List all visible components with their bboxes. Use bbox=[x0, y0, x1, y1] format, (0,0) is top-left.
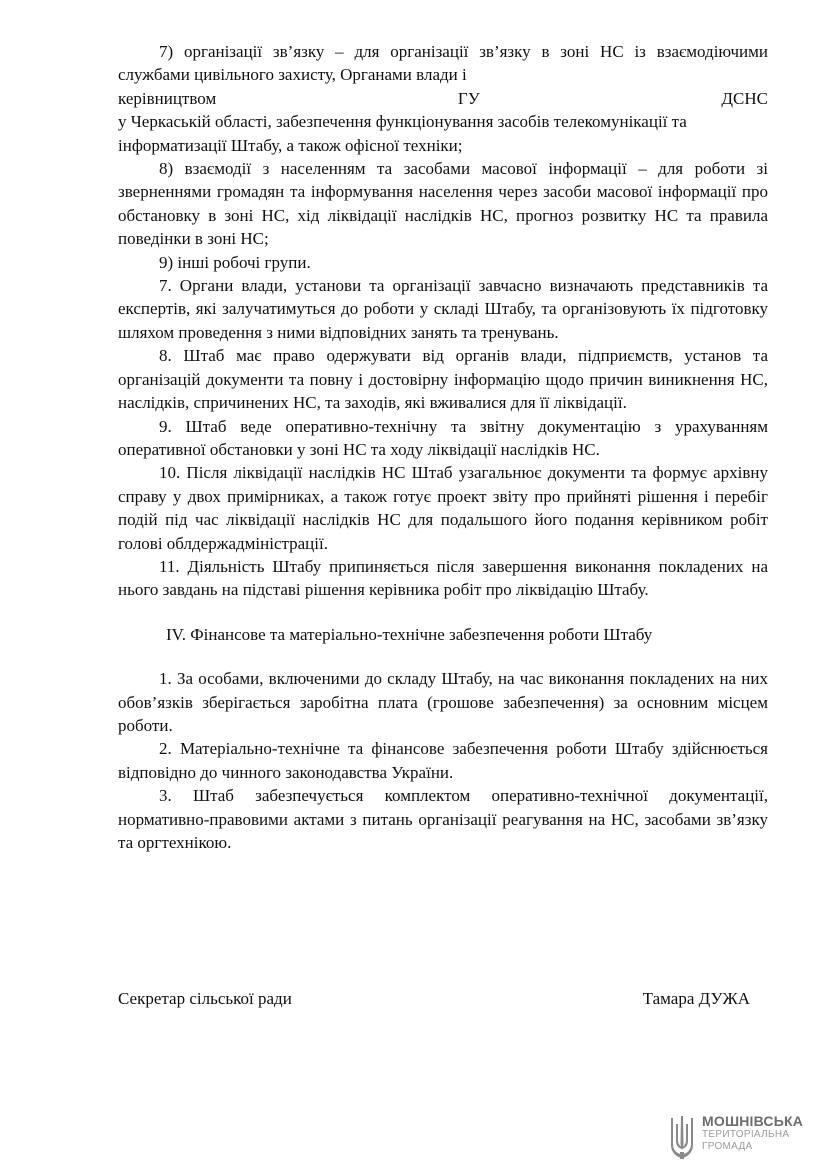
list-item-7-word-1: керівництвом bbox=[118, 88, 217, 108]
list-item-7-justified-row bbox=[118, 87, 768, 110]
list-item-7-word-2: ГУ bbox=[457, 88, 480, 108]
logo-line-2: ТЕРИТОРІАЛЬНА bbox=[702, 1129, 790, 1140]
list-item-8: 8) взаємодії з населенням та засобами масової інформації – для роботи зі зверненнями громадян та інформування населення через засоби масової інформації про обстановку в зоні НС, хід ліквідації наслідків НС, прогноз розвитку НС та правила поведінки в зоні НС; bbox=[118, 159, 768, 249]
list-item-7-rest: у Черкаській області, забезпечення функціонування засобів телекомунікації та інформатизації Штабу, а також офісної техніки; bbox=[118, 112, 687, 155]
list-item-9: 9) інші робочі групи. bbox=[159, 252, 311, 272]
logo-line-3: ГРОМАДА bbox=[702, 1141, 753, 1152]
list-item-7-word-3: ДСНС bbox=[721, 88, 768, 108]
section-item-1: 1. За особами, включеними до складу Штабу, на час виконання покладених на них обов’язків зберігається заробітна плата (грошове забезпечення) за основним місцем роботи. bbox=[118, 669, 768, 735]
logo-text bbox=[702, 1114, 803, 1152]
clause-11: 11. Діяльність Штабу припиняється після завершення виконання покладених на нього завдань на підставі рішення керівника робіт про ліквідацію Штабу. bbox=[118, 556, 768, 600]
signature-block bbox=[118, 987, 750, 1010]
clause-10: 10. Після ліквідації наслідків НС Штаб узагальнює документи та формує архівну справу у двох примірниках, а також готує проект звіту про прийняті рішення і перебіг подій під час ліквідації наслідків НС для подальшого його подання керівником робіт голові облдержадміністрації. bbox=[118, 463, 768, 553]
section-item-3: 3. Штаб забезпечується комплектом оперативно-технічної документації, нормативно-правовими актами з питань організації реагування на НС, засобами зв’язку та оргтехнікою. bbox=[118, 786, 768, 852]
clause-8: 8. Штаб має право одержувати від органів влади, підприємств, установ та організацій документи та повну і достовірну інформацію щодо причин виникнення НС, наслідків, спричинених НС, та заходів, які вживалися для її ліквідації. bbox=[118, 346, 768, 413]
list-item-7: 7) організації зв’язку – для організації зв’язку в зоні НС із взаємодіючими службами цивільного захисту, Органами влади і bbox=[118, 42, 768, 85]
signature-position: Секретар сільської ради bbox=[118, 989, 292, 1008]
document-body bbox=[118, 40, 768, 854]
trident-icon bbox=[668, 1114, 696, 1160]
community-logo bbox=[668, 1114, 803, 1160]
section-item-2: 2. Матеріально-технічне та фінансове забезпечення роботи Штабу здійснюється відповідно до чинного законодавства України. bbox=[118, 739, 768, 782]
logo-title: МОШНІВСЬКА bbox=[702, 1113, 804, 1129]
section-heading: IV. Фінансове та матеріально-технічне забезпечення роботи Штабу bbox=[166, 624, 653, 644]
signature-name: Тамара ДУЖА bbox=[642, 989, 750, 1008]
clause-7: 7. Органи влади, установи та організації завчасно визначають представників та експертів, які залучатимуться до роботи у складі Штабу, та організовують їх підготовку шляхом проведення з ними відповідних занять та тренувань. bbox=[118, 276, 768, 342]
clause-9: 9. Штаб веде оперативно-технічну та звітну документацію з урахуванням оперативної обстановки у зоні НС та ходу ліквідації наслідків НС. bbox=[118, 416, 768, 459]
